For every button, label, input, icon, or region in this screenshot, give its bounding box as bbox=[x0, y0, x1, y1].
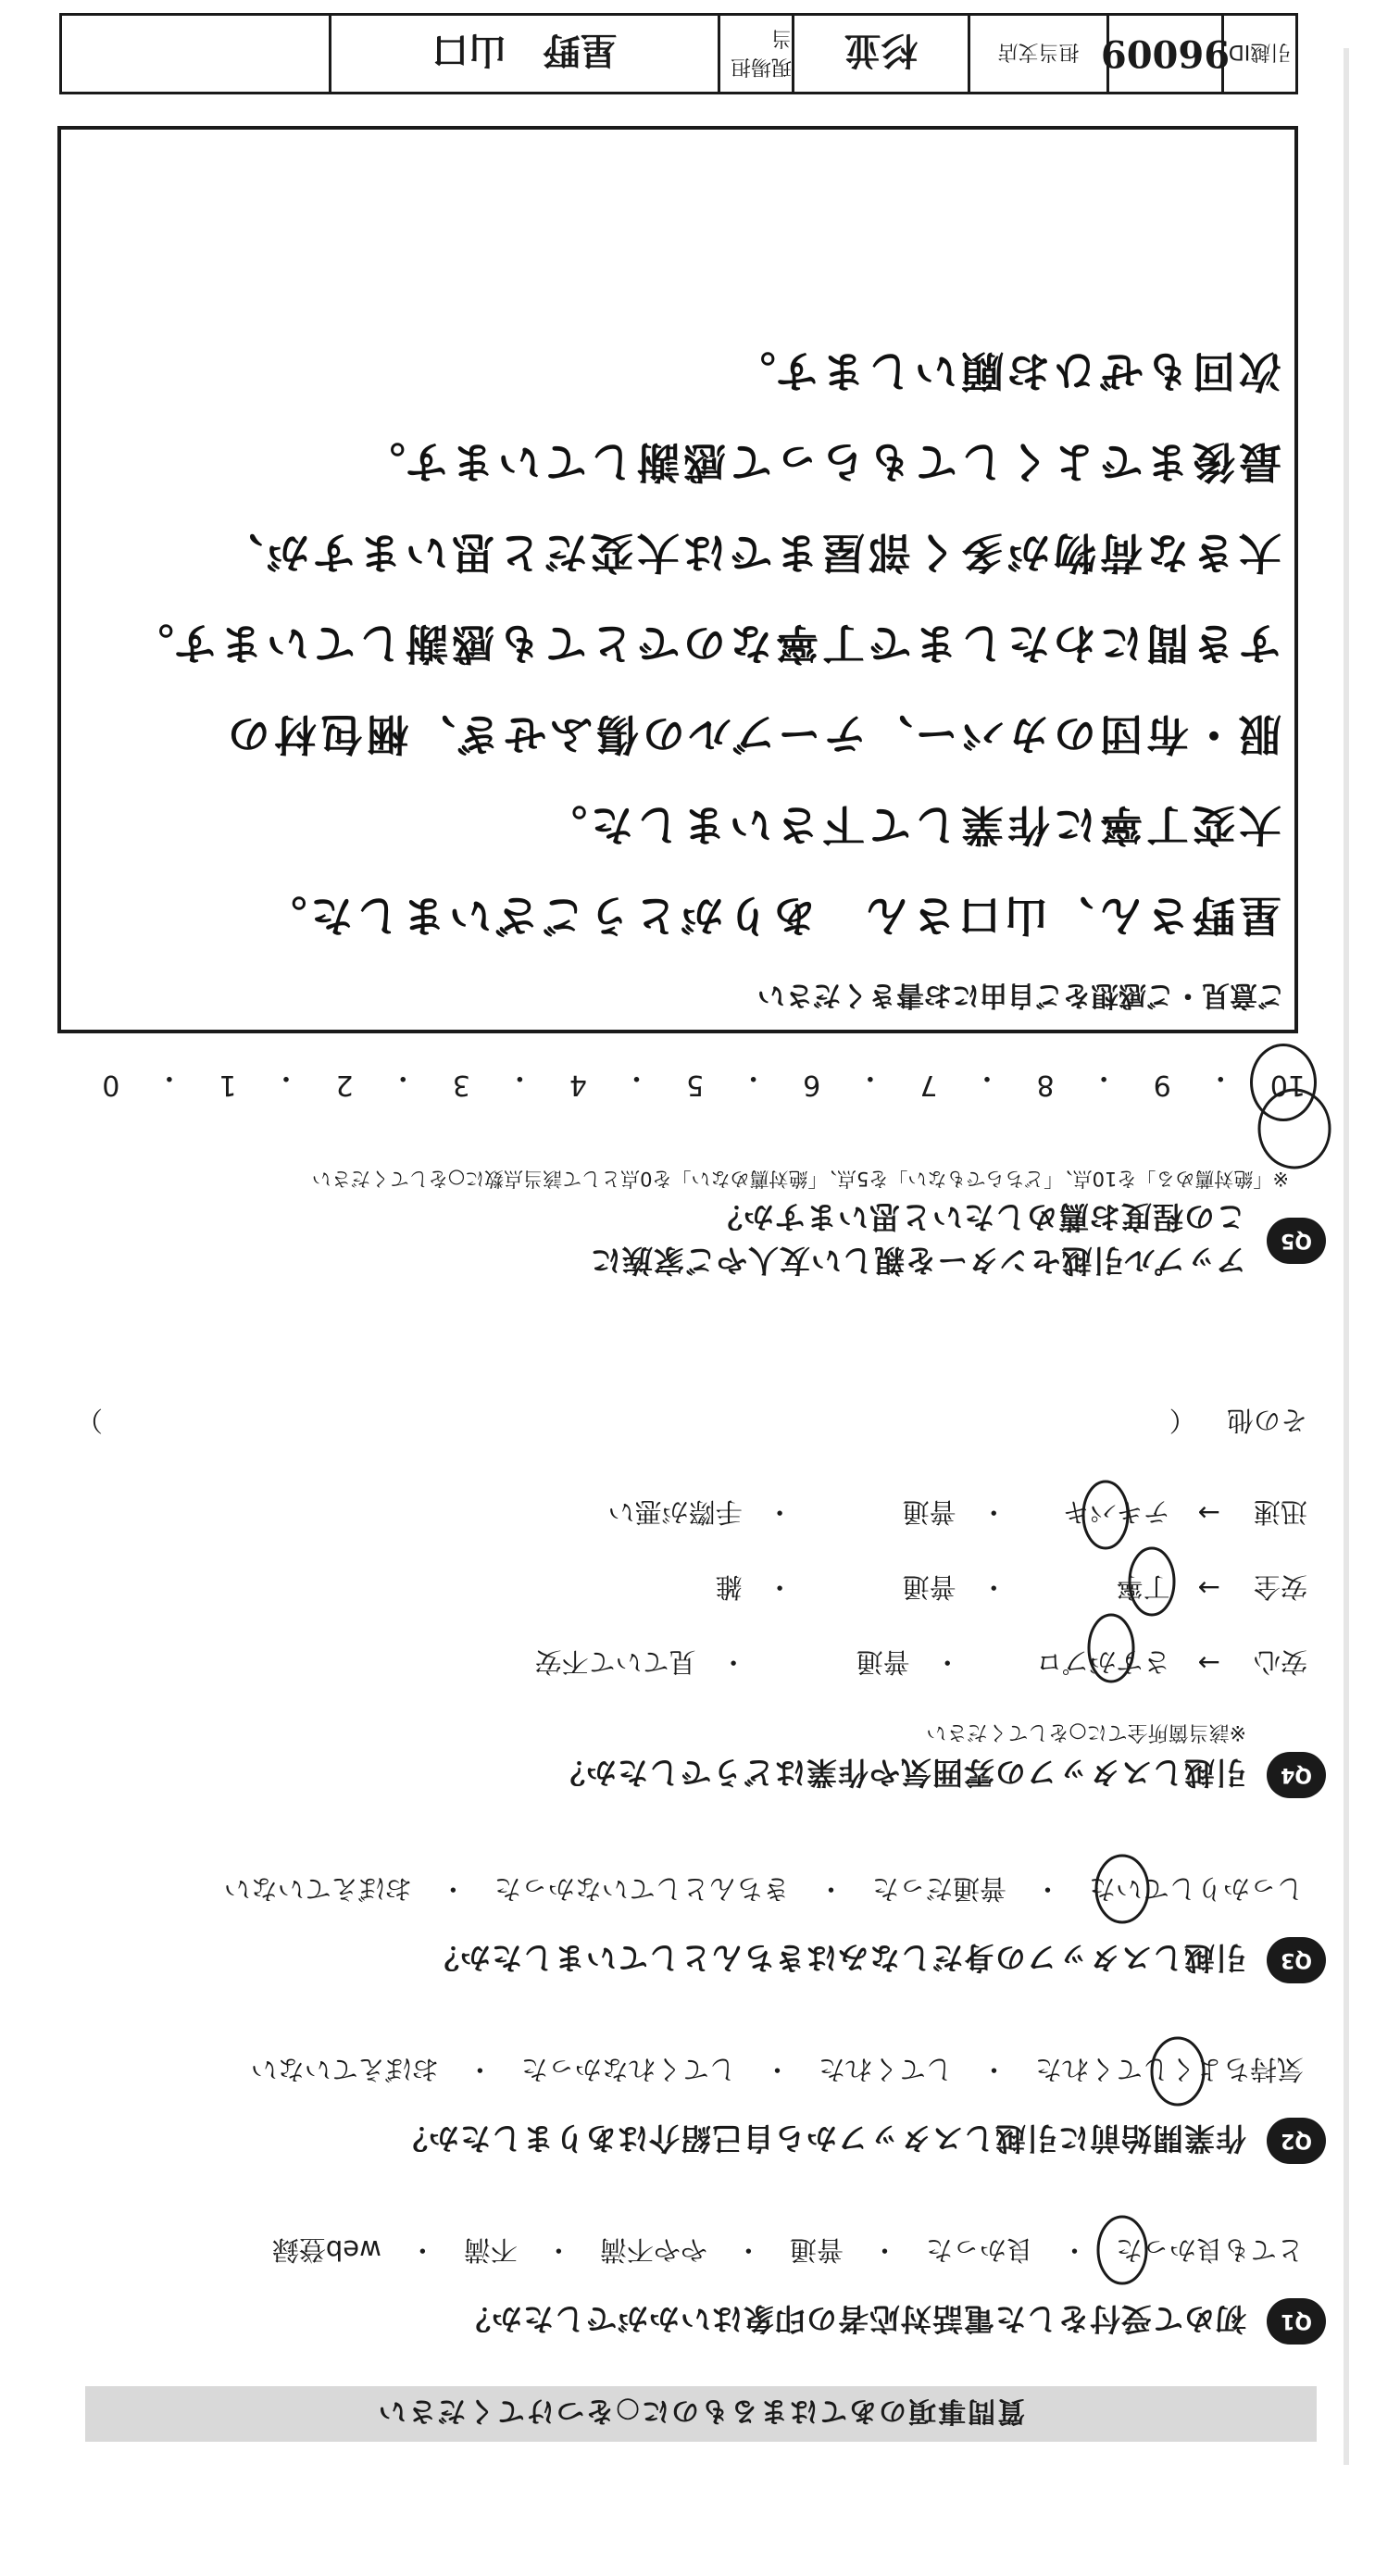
comment-line: 次回もぜひお願いします。 bbox=[729, 346, 1281, 396]
q4-other-open: （ bbox=[1169, 1405, 1196, 1436]
question-2 bbox=[48, 2052, 1326, 2164]
q5-score[interactable]: 8 bbox=[1036, 1069, 1055, 1101]
q4-note: ※該当箇所全てに○をしてください bbox=[926, 1720, 1246, 1744]
q4-row-anshin: 安心 → さすがプロ ・ 普通 ・ 見ていて不安 bbox=[48, 1644, 1307, 1682]
comment-line: 星野さん、山口さん ありがとうございました。 bbox=[260, 891, 1281, 941]
arrow-right-icon: → bbox=[1197, 1572, 1220, 1605]
q3-option-2[interactable]: 普通だった bbox=[871, 1873, 1006, 1905]
scan-edge-rule bbox=[1344, 48, 1349, 2465]
arrow-right-icon: → bbox=[1197, 1497, 1220, 1530]
q4-option[interactable]: 見ていて不安 bbox=[534, 1646, 696, 1678]
q4-row-anzen: 安全 → 丁寧 ・ 普通 ・ 雑 bbox=[48, 1569, 1307, 1607]
q4-badge: Q4 bbox=[1267, 1752, 1326, 1798]
q5-score[interactable]: 1 bbox=[219, 1069, 237, 1101]
q2-text: 作業開始前に引越しスタッフから自己紹介はありましたか？ bbox=[396, 2120, 1246, 2157]
id-table bbox=[59, 13, 1298, 94]
q4-other-label: その他 bbox=[1226, 1405, 1307, 1436]
q4-other-row bbox=[76, 1403, 1307, 1441]
q4-option[interactable]: テキパキ bbox=[1062, 1496, 1170, 1528]
q5-badge: Q5 bbox=[1267, 1218, 1326, 1264]
q5-score[interactable]: 7 bbox=[919, 1069, 938, 1101]
q4-other-close: ） bbox=[76, 1405, 104, 1436]
q5-text-line2: この程度お薦めしたいと思いますか？ bbox=[711, 1199, 1246, 1235]
q1-option-6[interactable]: web登録 bbox=[271, 2234, 381, 2266]
comment-line: 大きな荷物が多く部屋までは大変だと思いますが、 bbox=[217, 528, 1281, 578]
q1-badge: Q1 bbox=[1267, 2298, 1326, 2345]
instructions-header bbox=[85, 2386, 1317, 2442]
q2-option-1[interactable]: 気持ちよくしてくれた bbox=[1034, 2054, 1304, 2085]
q4-option[interactable]: 雑 bbox=[715, 1571, 743, 1603]
q4-option[interactable]: 手際が悪い bbox=[607, 1496, 743, 1528]
q2-badge: Q2 bbox=[1267, 2118, 1326, 2164]
comment-title: ご意見・ご感想をご自由にお書きください bbox=[757, 979, 1285, 1011]
q1-option-2[interactable]: 良かった bbox=[925, 2234, 1033, 2266]
q1-option-5[interactable]: 不満 bbox=[463, 2234, 518, 2266]
id-label: 引越ID bbox=[1221, 16, 1295, 92]
q4-option[interactable]: 普通 bbox=[902, 1571, 956, 1603]
q1-option-1[interactable]: とても良かった bbox=[1115, 2234, 1304, 2266]
q5-score[interactable]: 4 bbox=[569, 1069, 587, 1101]
q3-text: 引越しスタッフの身だしなみはきちんとしていましたか？ bbox=[428, 1940, 1246, 1977]
q4-row-label: 安全 bbox=[1253, 1571, 1307, 1603]
comment-line: 大変丁寧に作業して下さいました。 bbox=[541, 800, 1281, 850]
q4-row-label: 安心 bbox=[1253, 1646, 1307, 1678]
q4-text: 引越しスタッフの雰囲気や作業はどうでしたか？ bbox=[554, 1755, 1246, 1792]
q1-option-3[interactable]: 普通 bbox=[789, 2234, 844, 2266]
q4-row-label: 迅速 bbox=[1253, 1496, 1307, 1528]
q5-note: ※「絶対薦める」を10点、「どちらでもない」を5点、「絶対薦めない」を0点として該当点数に○をしてください bbox=[311, 1168, 1289, 1190]
q3-option-3[interactable]: きちんとしていなかった bbox=[494, 1873, 790, 1905]
q5-text-line1: アップル引越センターを親しい友人やご家族に bbox=[589, 1243, 1246, 1279]
q2-options: 気持ちよくしてくれた ・ してくれた ・ してくれなかった ・ おぼえていない bbox=[48, 2052, 1307, 2090]
q2-option-3[interactable]: してくれなかった bbox=[520, 2054, 736, 2085]
staff-label: 現場担当 bbox=[718, 16, 792, 92]
q5-score[interactable]: 2 bbox=[335, 1069, 354, 1101]
q5-score[interactable]: 9 bbox=[1153, 1069, 1171, 1101]
question-4 bbox=[48, 1403, 1326, 1798]
question-1 bbox=[48, 2232, 1326, 2345]
q5-score[interactable]: 5 bbox=[686, 1069, 705, 1101]
q1-text: 初めて受付をした電話対応者の印象はいかがでしたか？ bbox=[459, 2301, 1246, 2338]
q3-options: しっかりしていた ・ 普通だった ・ きちんとしていなかった ・ おぼえていない bbox=[48, 1871, 1307, 1909]
q2-option-2[interactable]: してくれた bbox=[818, 2054, 953, 2085]
instructions-text: 質問事項のあてはまるものに○をつけてください bbox=[376, 2395, 1026, 2427]
q3-option-1[interactable]: しっかりしていた bbox=[1088, 1873, 1304, 1905]
q1-option-4[interactable]: やや不満 bbox=[599, 2234, 707, 2266]
q5-score[interactable]: 6 bbox=[803, 1069, 821, 1101]
branch-value: 杉並 bbox=[792, 16, 968, 92]
q5-score[interactable]: 0 bbox=[102, 1069, 120, 1101]
q3-badge: Q3 bbox=[1267, 1937, 1326, 1983]
q4-option[interactable]: さすがプロ bbox=[1035, 1646, 1170, 1678]
q4-option[interactable]: 普通 bbox=[856, 1646, 910, 1678]
staff-value: 星野 山口 bbox=[329, 16, 718, 92]
q4-row-jinsoku: 迅速 → テキパキ ・ 普通 ・ 手際が悪い bbox=[48, 1494, 1307, 1532]
id-table-blank bbox=[62, 16, 329, 92]
q5-score[interactable]: 10 bbox=[1270, 1060, 1306, 1101]
q3-option-4[interactable]: おぼえていない bbox=[223, 1873, 412, 1905]
comment-line: すき間にわたしまで丁寧なのでとても感謝しています。 bbox=[127, 619, 1281, 669]
comment-line: 服・布団のカバー、テーブルの傷ふせぎ、梱包材の bbox=[223, 709, 1281, 759]
q1-options: とても良かった ・ 良かった ・ 普通 ・ やや不満 ・ 不満 ・ web登録 bbox=[48, 2232, 1307, 2270]
comment-line: 最後までよくしてもらって感謝しています。 bbox=[358, 437, 1281, 487]
q5-scale: 10 ・ 9 ・ 8 ・ 7 ・ 6 ・ 5 ・ 4 ・ 3 ・ 2 ・ 1 ・ 0 bbox=[102, 1061, 1306, 1101]
question-3 bbox=[48, 1871, 1326, 1983]
branch-label: 担当支店 bbox=[968, 16, 1106, 92]
arrow-right-icon: → bbox=[1197, 1647, 1220, 1680]
id-value: 96009 bbox=[1106, 16, 1221, 92]
q4-option[interactable]: 丁寧 bbox=[1116, 1571, 1170, 1603]
q2-option-4[interactable]: おぼえていない bbox=[250, 2054, 439, 2085]
question-5 bbox=[48, 1060, 1326, 1284]
comment-box[interactable] bbox=[57, 126, 1298, 1033]
q4-option[interactable]: 普通 bbox=[902, 1496, 956, 1528]
q5-score[interactable]: 3 bbox=[452, 1069, 470, 1101]
